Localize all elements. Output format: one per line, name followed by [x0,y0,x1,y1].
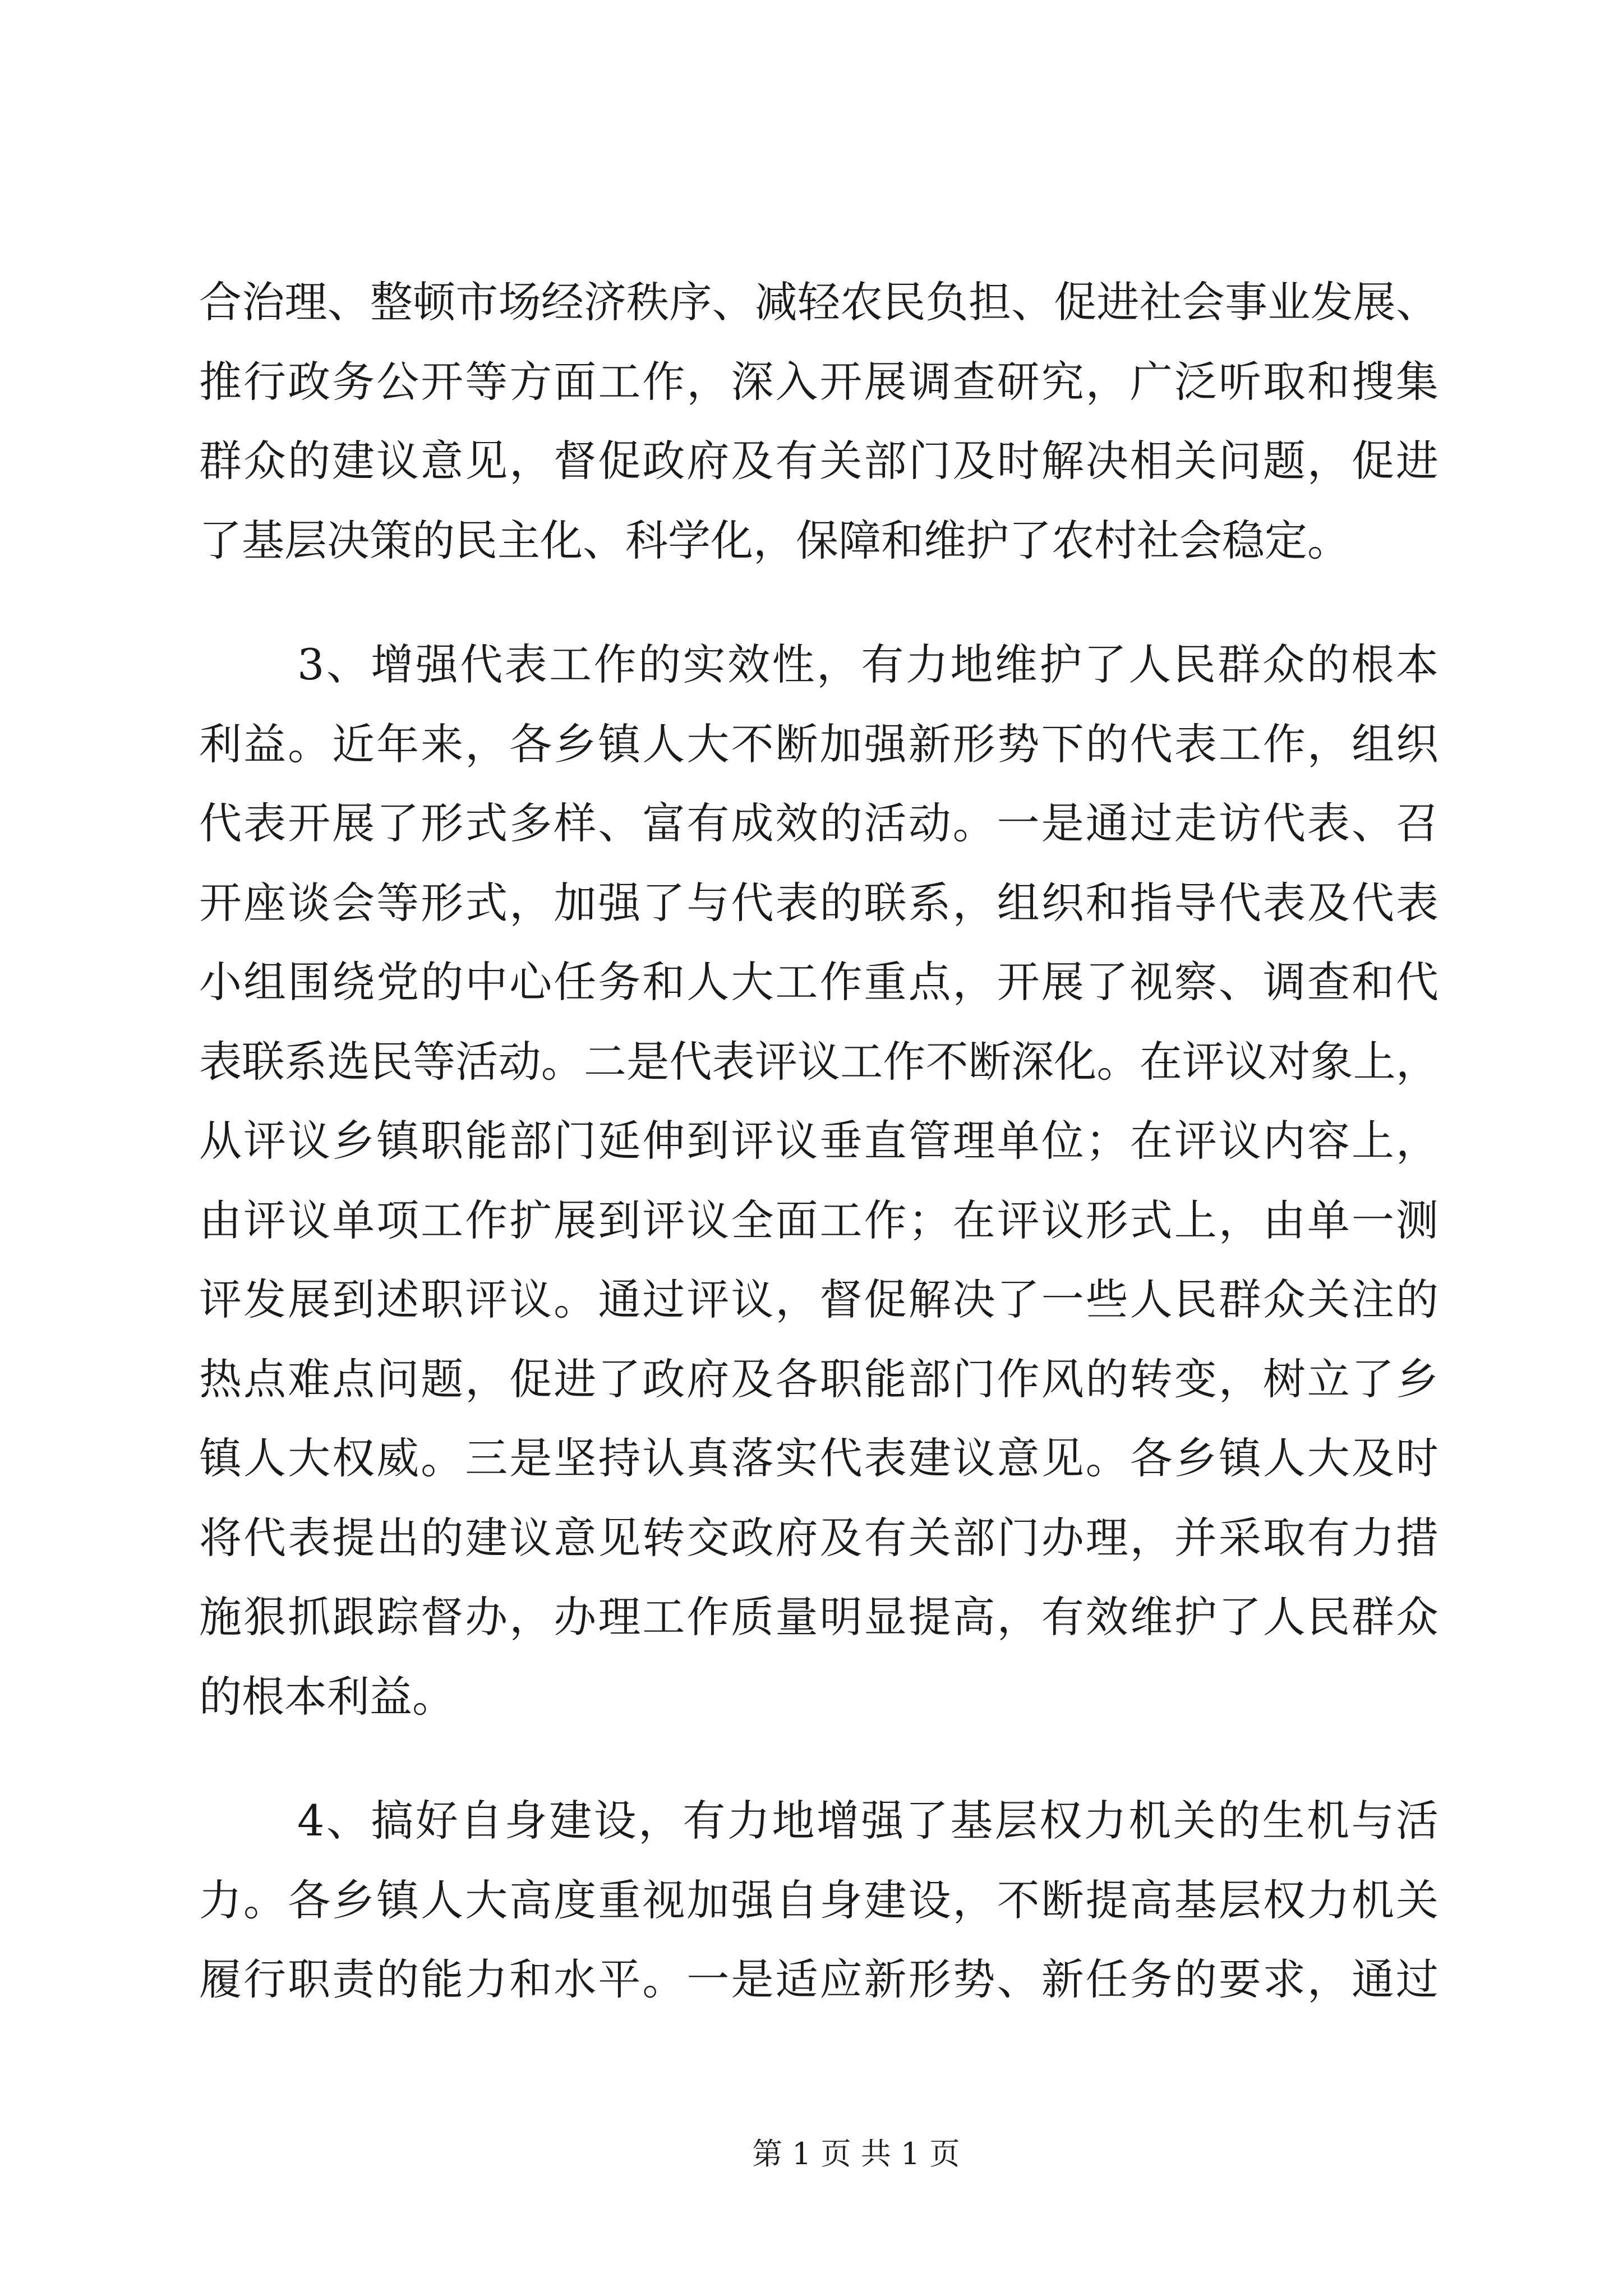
paragraph [199,1781,1438,2019]
text-line: 表联系选民等活动。二是代表评议工作不断深化。在评议对象上， [199,1036,1438,1087]
text-line: 评发展到述职评议。通过评议，督促解决了一些人民群众关注的 [199,1274,1438,1324]
text-line: 履行职责的能力和水平。一是适应新形势、新任务的要求，通过 [199,1954,1438,2004]
text-line: 群众的建议意见，督促政府及有关部门及时解决相关问题，促进 [199,436,1438,486]
text-line: 了基层决策的民主化、科学化，保障和维护了农村社会稳定。 [199,515,1350,565]
text-line: 合治理、整顿市场经济秩序、减轻农民负担、促进社会事业发展、 [199,277,1438,327]
text-line: 4、搞好自身建设，有力地增强了基层权力机关的生机与活 [297,1796,1438,1846]
text-line: 从评议乡镇职能部门延伸到评议垂直管理单位；在评议内容上， [199,1116,1438,1166]
paragraph [199,263,1438,580]
document-body [199,263,1438,2019]
paragraph [199,625,1438,1736]
text-line: 将代表提出的建议意见转交政府及有关部门办理，并采取有力措 [199,1512,1438,1563]
text-line: 代表开展了形式多样、富有成效的活动。一是通过走访代表、召 [199,798,1438,848]
text-line: 推行政务公开等方面工作，深入开展调查研究，广泛听取和搜集 [199,356,1438,407]
text-line: 镇人大权威。三是坚持认真落实代表建议意见。各乡镇人大及时 [199,1433,1438,1483]
text-line: 小组围绕党的中心任务和人大工作重点，开展了视察、调查和代 [199,957,1438,1007]
page-footer: 第 1 页 共 1 页 [752,2136,960,2171]
text-line: 开座谈会等形式，加强了与代表的联系，组织和指导代表及代表 [199,877,1438,928]
text-line: 力。各乡镇人大高度重视加强自身建设，不断提高基层权力机关 [199,1875,1438,1925]
text-line: 热点难点问题，促进了政府及各职能部门作风的转变，树立了乡 [199,1354,1438,1404]
text-line: 施狠抓跟踪督办，办理工作质量明显提高，有效维护了人民群众 [199,1592,1438,1642]
text-line: 的根本利益。 [199,1671,455,1722]
text-line: 利益。近年来，各乡镇人大不断加强新形势下的代表工作，组织 [199,719,1438,769]
text-line: 由评议单项工作扩展到评议全面工作；在评议形式上，由单一测 [199,1195,1438,1245]
text-line: 3、增强代表工作的实效性，有力地维护了人民群众的根本 [297,639,1438,689]
